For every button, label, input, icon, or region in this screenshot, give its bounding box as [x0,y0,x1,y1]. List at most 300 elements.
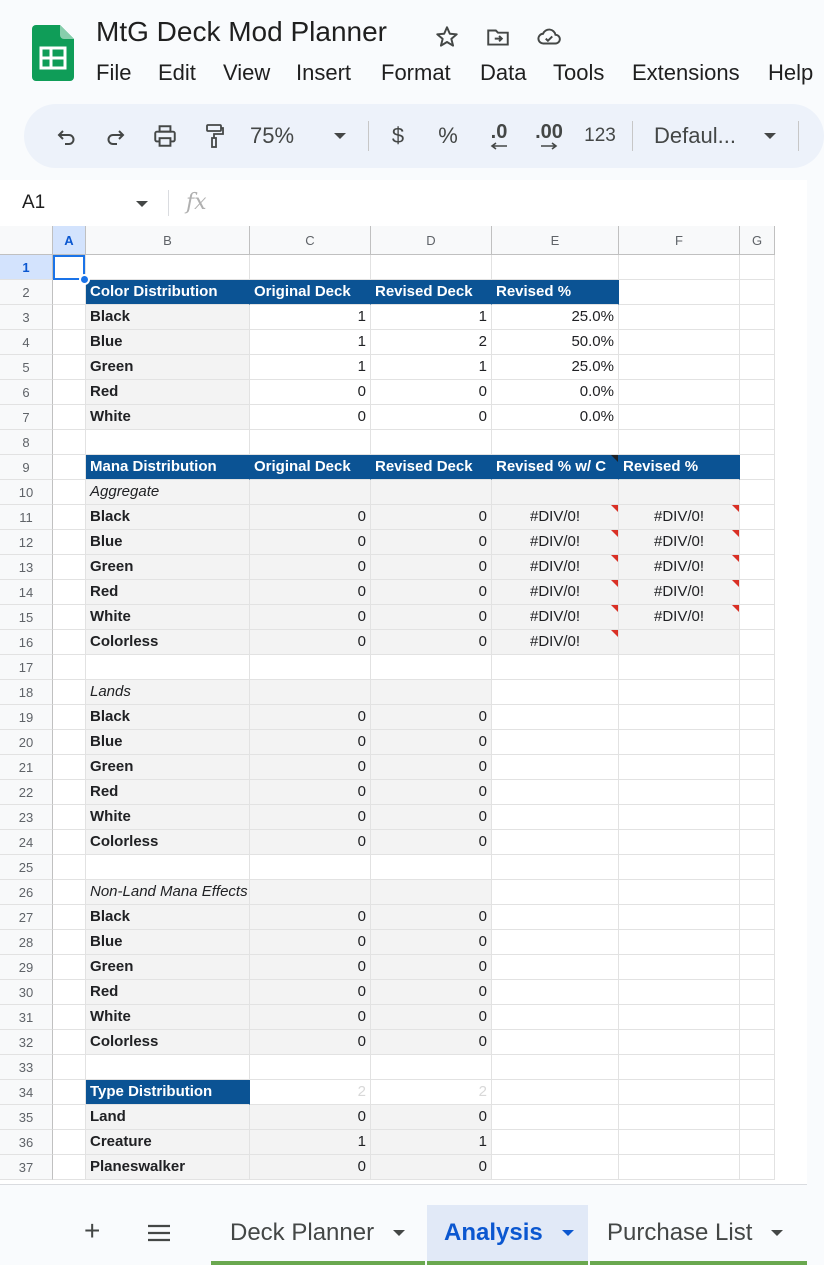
zoom-select[interactable]: 75% [250,123,295,148]
empty-cell[interactable] [740,780,775,805]
chevron-down-icon[interactable] [561,1229,575,1237]
empty-cell[interactable] [53,605,86,630]
revised-deck-value[interactable]: 0 [371,405,492,430]
row-header-4[interactable]: 4 [0,330,53,355]
empty-cell[interactable] [619,755,740,780]
empty-cell[interactable] [53,330,86,355]
row-header-33[interactable]: 33 [0,1055,53,1080]
empty-cell[interactable] [619,705,740,730]
increase-decimal-button[interactable]: .00 [530,104,568,168]
empty-cell[interactable] [619,805,740,830]
color-distribution-header[interactable]: Original Deck [250,280,371,305]
row-header-15[interactable]: 15 [0,605,53,630]
revised-deck-value[interactable]: 0 [371,1105,492,1130]
empty-cell[interactable] [53,530,86,555]
mana-color-label[interactable]: Colorless [86,630,250,655]
original-deck-value[interactable]: 0 [250,930,371,955]
empty-cell[interactable] [740,905,775,930]
menu-view[interactable]: View [223,60,271,85]
empty-cell[interactable] [86,1055,250,1080]
card-type-label[interactable]: Creature [86,1130,250,1155]
empty-cell[interactable] [492,730,619,755]
mana-distribution-header[interactable]: Mana Distribution [86,455,250,480]
empty-cell[interactable] [53,1105,86,1130]
empty-cell[interactable] [619,380,740,405]
empty-cell[interactable] [492,430,619,455]
column-header-a[interactable]: A [53,226,86,255]
row-header-31[interactable]: 31 [0,1005,53,1030]
empty-cell[interactable] [53,580,86,605]
row-header-37[interactable]: 37 [0,1155,53,1180]
empty-cell[interactable] [492,880,619,905]
revised-deck-total[interactable]: 2 [371,1080,492,1105]
land-color-label[interactable]: Blue [86,730,250,755]
empty-cell[interactable] [740,480,775,505]
empty-cell[interactable] [740,380,775,405]
nonland-color-label[interactable]: Green [86,955,250,980]
redo-button[interactable] [100,104,132,168]
empty-cell[interactable] [371,1055,492,1080]
empty-cell[interactable] [371,480,492,505]
mana-color-label[interactable]: Blue [86,530,250,555]
section-label-nonland[interactable]: Non-Land Mana Effects [86,880,250,905]
color-distribution-header[interactable]: Revised % [492,280,619,305]
sheets-logo-icon[interactable] [32,25,74,81]
revised-percent-value[interactable]: #DIV/0! [619,505,740,530]
empty-cell[interactable] [53,980,86,1005]
revised-percent-value[interactable]: #DIV/0! [619,555,740,580]
empty-cell[interactable] [740,330,775,355]
empty-cell[interactable] [619,1105,740,1130]
row-header-2[interactable]: 2 [0,280,53,305]
row-header-19[interactable]: 19 [0,705,53,730]
empty-cell[interactable] [53,405,86,430]
empty-cell[interactable] [492,905,619,930]
empty-cell[interactable] [740,1155,775,1180]
menu-tools[interactable]: Tools [553,60,605,85]
empty-cell[interactable] [53,1155,86,1180]
revised-deck-value[interactable]: 0 [371,1155,492,1180]
empty-cell[interactable] [250,855,371,880]
empty-cell[interactable] [740,705,775,730]
row-header-30[interactable]: 30 [0,980,53,1005]
revised-deck-value[interactable]: 0 [371,805,492,830]
empty-cell[interactable] [371,855,492,880]
menu-insert[interactable]: Insert [296,60,352,85]
row-header-8[interactable]: 8 [0,430,53,455]
empty-cell[interactable] [740,880,775,905]
revised-deck-value[interactable]: 0 [371,605,492,630]
revised-deck-value[interactable]: 0 [371,530,492,555]
mana-distribution-header[interactable]: Revised % [619,455,740,480]
empty-cell[interactable] [740,1030,775,1055]
empty-cell[interactable] [740,530,775,555]
original-deck-value[interactable]: 0 [250,905,371,930]
menu-extensions[interactable]: Extensions [632,60,740,85]
empty-cell[interactable] [740,1055,775,1080]
empty-cell[interactable] [619,655,740,680]
revised-percent-value[interactable]: 25.0% [492,355,619,380]
empty-cell[interactable] [619,830,740,855]
land-color-label[interactable]: Colorless [86,830,250,855]
sheet-tab-purchase-list[interactable]: Purchase List [590,1205,807,1265]
empty-cell[interactable] [250,480,371,505]
empty-cell[interactable] [53,455,86,480]
empty-cell[interactable] [619,780,740,805]
undo-button[interactable] [50,104,82,168]
row-header-17[interactable]: 17 [0,655,53,680]
empty-cell[interactable] [53,780,86,805]
revised-deck-value[interactable]: 0 [371,730,492,755]
empty-cell[interactable] [492,1155,619,1180]
row-header-32[interactable]: 32 [0,1030,53,1055]
mana-color-label[interactable]: Green [86,555,250,580]
zoom-chevron-down-icon[interactable] [330,104,350,168]
empty-cell[interactable] [53,505,86,530]
empty-cell[interactable] [619,880,740,905]
empty-cell[interactable] [53,805,86,830]
row-header-10[interactable]: 10 [0,480,53,505]
empty-cell[interactable] [619,855,740,880]
card-type-label[interactable]: Planeswalker [86,1155,250,1180]
empty-cell[interactable] [53,1055,86,1080]
empty-cell[interactable] [53,930,86,955]
land-color-label[interactable]: Black [86,705,250,730]
revised-percent-value[interactable] [619,630,740,655]
original-deck-value[interactable]: 0 [250,730,371,755]
empty-cell[interactable] [250,1055,371,1080]
row-header-14[interactable]: 14 [0,580,53,605]
revised-deck-value[interactable]: 0 [371,905,492,930]
add-sheet-button[interactable]: + [84,1215,101,1246]
revised-deck-value[interactable]: 0 [371,955,492,980]
original-deck-value[interactable]: 0 [250,830,371,855]
revised-percent-value[interactable]: #DIV/0! [619,580,740,605]
empty-cell[interactable] [619,330,740,355]
empty-cell[interactable] [53,830,86,855]
empty-cell[interactable] [53,480,86,505]
empty-cell[interactable] [619,430,740,455]
empty-cell[interactable] [619,680,740,705]
menu-edit[interactable]: Edit [158,60,196,85]
empty-cell[interactable] [371,655,492,680]
paint-format-button[interactable] [198,104,230,168]
empty-cell[interactable] [740,280,775,305]
print-button[interactable] [148,104,182,168]
revised-deck-value[interactable]: 0 [371,930,492,955]
column-header-f[interactable]: F [619,226,740,255]
chevron-down-icon[interactable] [770,1229,784,1237]
empty-cell[interactable] [619,1080,740,1105]
original-deck-value[interactable]: 0 [250,580,371,605]
empty-cell[interactable] [53,430,86,455]
empty-cell[interactable] [740,355,775,380]
empty-cell[interactable] [740,1105,775,1130]
empty-cell[interactable] [492,1130,619,1155]
original-deck-value[interactable]: 0 [250,805,371,830]
empty-cell[interactable] [371,880,492,905]
empty-cell[interactable] [53,305,86,330]
column-header-e[interactable]: E [492,226,619,255]
star-icon[interactable] [434,24,460,50]
sheet-tab-analysis[interactable]: Analysis [427,1205,588,1265]
empty-cell[interactable] [53,905,86,930]
row-header-20[interactable]: 20 [0,730,53,755]
empty-cell[interactable] [740,830,775,855]
empty-cell[interactable] [53,855,86,880]
empty-cell[interactable] [53,730,86,755]
revised-deck-value[interactable]: 0 [371,755,492,780]
nonland-color-label[interactable]: Red [86,980,250,1005]
empty-cell[interactable] [740,955,775,980]
empty-cell[interactable] [740,805,775,830]
empty-cell[interactable] [740,255,775,280]
empty-cell[interactable] [740,305,775,330]
menu-help[interactable]: Help [768,60,814,85]
all-sheets-menu-icon[interactable] [146,1223,172,1243]
row-header-34[interactable]: 34 [0,1080,53,1105]
empty-cell[interactable] [53,380,86,405]
empty-cell[interactable] [492,655,619,680]
original-deck-value[interactable]: 0 [250,1005,371,1030]
empty-cell[interactable] [740,1130,775,1155]
empty-cell[interactable] [740,555,775,580]
row-header-28[interactable]: 28 [0,930,53,955]
revised-percent-value[interactable]: 0.0% [492,380,619,405]
spreadsheet-grid[interactable] [0,226,807,1184]
empty-cell[interactable] [619,355,740,380]
row-header-7[interactable]: 7 [0,405,53,430]
row-header-1[interactable]: 1 [0,255,53,280]
revised-percent-with-colorless-value[interactable]: #DIV/0! [492,530,619,555]
empty-cell[interactable] [619,405,740,430]
font-chevron-down-icon[interactable] [760,104,780,168]
original-deck-value[interactable]: 0 [250,405,371,430]
empty-cell[interactable] [53,955,86,980]
row-header-12[interactable]: 12 [0,530,53,555]
row-header-11[interactable]: 11 [0,505,53,530]
column-header-d[interactable]: D [371,226,492,255]
revised-percent-value[interactable]: 25.0% [492,305,619,330]
row-header-22[interactable]: 22 [0,780,53,805]
original-deck-value[interactable]: 0 [250,380,371,405]
column-header-b[interactable]: B [86,226,250,255]
row-header-18[interactable]: 18 [0,680,53,705]
revised-percent-value[interactable]: #DIV/0! [619,605,740,630]
row-header-36[interactable]: 36 [0,1130,53,1155]
empty-cell[interactable] [619,955,740,980]
currency-format-button[interactable]: $ [391,123,405,148]
nonland-color-label[interactable]: White [86,1005,250,1030]
color-distribution-label[interactable]: Red [86,380,250,405]
document-title[interactable]: MtG Deck Mod Planner [96,16,387,47]
empty-cell[interactable] [492,705,619,730]
empty-cell[interactable] [86,430,250,455]
empty-cell[interactable] [53,1080,86,1105]
empty-cell[interactable] [492,1005,619,1030]
row-header-16[interactable]: 16 [0,630,53,655]
decrease-decimal-button[interactable]: .0 [482,104,516,168]
empty-cell[interactable] [492,930,619,955]
empty-cell[interactable] [619,730,740,755]
select-all-corner[interactable] [0,226,53,255]
empty-cell[interactable] [740,1005,775,1030]
revised-percent-with-colorless-value[interactable]: #DIV/0! [492,605,619,630]
color-distribution-label[interactable]: Green [86,355,250,380]
color-distribution-label[interactable]: White [86,405,250,430]
original-deck-total[interactable]: 2 [250,1080,371,1105]
empty-cell[interactable] [492,755,619,780]
empty-cell[interactable] [619,255,740,280]
revised-percent-with-colorless-value[interactable]: #DIV/0! [492,630,619,655]
mana-distribution-header[interactable]: Original Deck [250,455,371,480]
revised-percent-value[interactable]: #DIV/0! [619,530,740,555]
chevron-down-icon[interactable] [392,1229,406,1237]
row-header-23[interactable]: 23 [0,805,53,830]
original-deck-value[interactable]: 0 [250,1105,371,1130]
row-header-29[interactable]: 29 [0,955,53,980]
empty-cell[interactable] [492,480,619,505]
empty-cell[interactable] [250,430,371,455]
row-header-3[interactable]: 3 [0,305,53,330]
empty-cell[interactable] [740,630,775,655]
mana-color-label[interactable]: White [86,605,250,630]
revised-deck-value[interactable]: 0 [371,555,492,580]
column-header-c[interactable]: C [250,226,371,255]
empty-cell[interactable] [53,655,86,680]
empty-cell[interactable] [740,655,775,680]
empty-cell[interactable] [740,605,775,630]
empty-cell[interactable] [250,655,371,680]
empty-cell[interactable] [740,455,775,480]
empty-cell[interactable] [492,780,619,805]
original-deck-value[interactable]: 0 [250,505,371,530]
row-header-5[interactable]: 5 [0,355,53,380]
empty-cell[interactable] [740,505,775,530]
empty-cell[interactable] [250,255,371,280]
name-box[interactable]: A1 [22,192,46,213]
empty-cell[interactable] [740,930,775,955]
empty-cell[interactable] [492,1105,619,1130]
row-header-35[interactable]: 35 [0,1105,53,1130]
original-deck-value[interactable]: 0 [250,780,371,805]
row-header-6[interactable]: 6 [0,380,53,405]
revised-percent-with-colorless-value[interactable]: #DIV/0! [492,580,619,605]
empty-cell[interactable] [53,880,86,905]
empty-cell[interactable] [619,305,740,330]
row-header-21[interactable]: 21 [0,755,53,780]
row-header-13[interactable]: 13 [0,555,53,580]
empty-cell[interactable] [53,555,86,580]
empty-cell[interactable] [86,855,250,880]
empty-cell[interactable] [619,480,740,505]
empty-cell[interactable] [740,730,775,755]
revised-deck-value[interactable]: 0 [371,630,492,655]
empty-cell[interactable] [619,1130,740,1155]
color-distribution-label[interactable]: Blue [86,330,250,355]
original-deck-value[interactable]: 0 [250,630,371,655]
empty-cell[interactable] [492,1080,619,1105]
empty-cell[interactable] [740,1080,775,1105]
empty-cell[interactable] [86,655,250,680]
menu-data[interactable]: Data [480,60,527,85]
empty-cell[interactable] [619,905,740,930]
original-deck-value[interactable]: 0 [250,530,371,555]
card-type-label[interactable]: Land [86,1105,250,1130]
row-header-9[interactable]: 9 [0,455,53,480]
empty-cell[interactable] [492,1030,619,1055]
revised-deck-value[interactable]: 0 [371,505,492,530]
empty-cell[interactable] [53,355,86,380]
column-header-g[interactable]: G [740,226,775,255]
percent-format-button[interactable]: % [438,123,458,148]
menu-format[interactable]: Format [381,60,451,85]
empty-cell[interactable] [619,930,740,955]
empty-cell[interactable] [53,755,86,780]
empty-cell[interactable] [619,1155,740,1180]
number-format-button[interactable]: 123 [584,125,616,146]
font-select[interactable]: Defaul... [654,123,736,148]
original-deck-value[interactable]: 1 [250,305,371,330]
color-distribution-header[interactable]: Revised Deck [371,280,492,305]
empty-cell[interactable] [371,430,492,455]
original-deck-value[interactable]: 1 [250,1130,371,1155]
empty-cell[interactable] [250,880,371,905]
row-header-24[interactable]: 24 [0,830,53,855]
revised-deck-value[interactable]: 0 [371,580,492,605]
revised-percent-with-colorless-value[interactable]: #DIV/0! [492,555,619,580]
menu-file[interactable]: File [96,60,132,85]
empty-cell[interactable] [740,580,775,605]
row-header-26[interactable]: 26 [0,880,53,905]
nonland-color-label[interactable]: Black [86,905,250,930]
empty-cell[interactable] [53,705,86,730]
revised-deck-value[interactable]: 1 [371,1130,492,1155]
land-color-label[interactable]: Green [86,755,250,780]
sheet-tab-deck-planner[interactable]: Deck Planner [211,1205,425,1265]
empty-cell[interactable] [492,680,619,705]
original-deck-value[interactable]: 0 [250,1155,371,1180]
empty-cell[interactable] [86,255,250,280]
section-label-lands[interactable]: Lands [86,680,250,705]
empty-cell[interactable] [53,680,86,705]
move-to-folder-icon[interactable] [485,24,511,50]
revised-deck-value[interactable]: 0 [371,780,492,805]
revised-deck-value[interactable]: 0 [371,1030,492,1055]
revised-deck-value[interactable]: 1 [371,355,492,380]
empty-cell[interactable] [619,1030,740,1055]
empty-cell[interactable] [619,980,740,1005]
empty-cell[interactable] [492,980,619,1005]
row-header-25[interactable]: 25 [0,855,53,880]
empty-cell[interactable] [740,855,775,880]
land-color-label[interactable]: Red [86,780,250,805]
nonland-color-label[interactable]: Colorless [86,1030,250,1055]
original-deck-value[interactable]: 0 [250,1030,371,1055]
empty-cell[interactable] [492,855,619,880]
empty-cell[interactable] [619,1005,740,1030]
revised-deck-value[interactable]: 0 [371,380,492,405]
color-distribution-label[interactable]: Black [86,305,250,330]
empty-cell[interactable] [740,980,775,1005]
empty-cell[interactable] [53,1005,86,1030]
empty-cell[interactable] [492,805,619,830]
original-deck-value[interactable]: 0 [250,755,371,780]
empty-cell[interactable] [492,1055,619,1080]
revised-deck-value[interactable]: 1 [371,305,492,330]
empty-cell[interactable] [740,405,775,430]
empty-cell[interactable] [740,755,775,780]
